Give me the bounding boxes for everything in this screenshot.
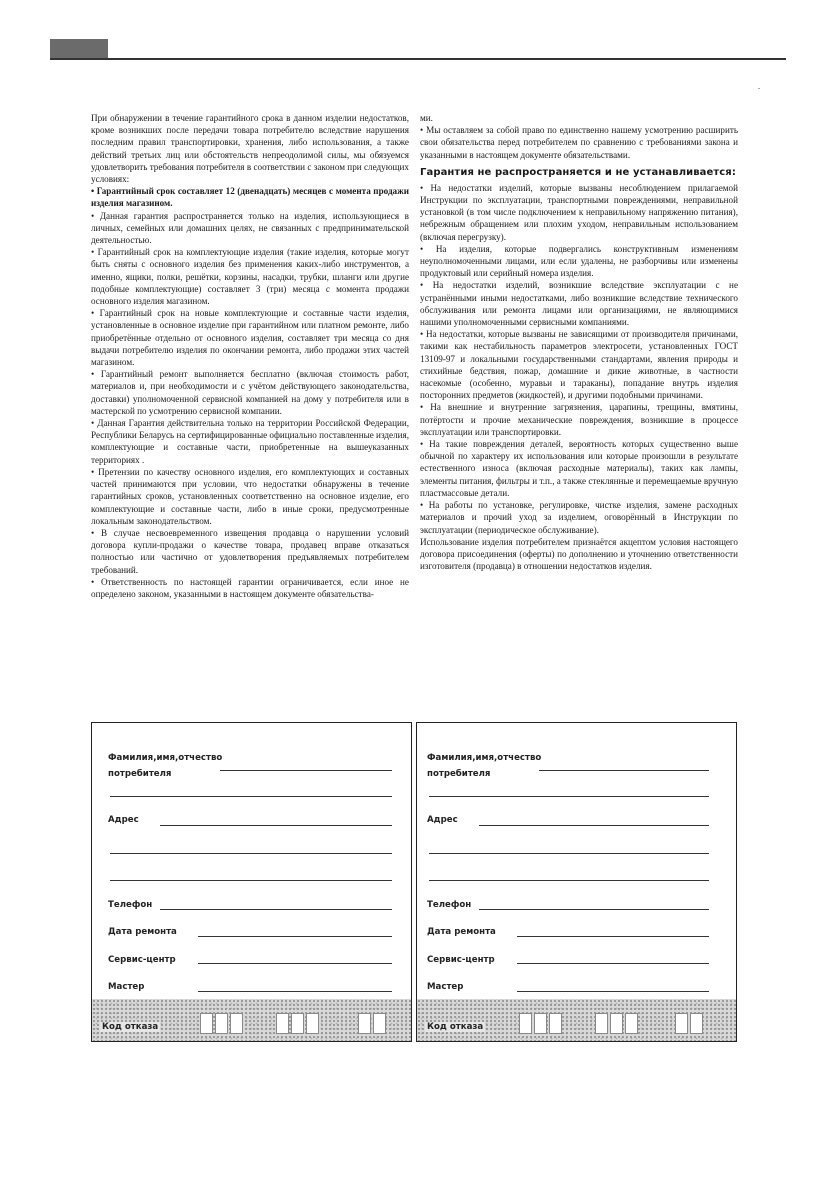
phone-line[interactable] [479,909,709,910]
master-line[interactable] [517,991,709,992]
master-label: Мастер [427,982,464,992]
failure-code-box[interactable] [200,1013,213,1034]
exclusion-item: • На недостатки, которые вызваны не зависящими от производителя причинами, такими как нестабильность параметров электросети, установленных ГОСТ 13109-97 и локальными государственными стандартами, явления природы и стихийные бедствия, пожар, домашние и дикие животные, в частности насекомые (особенно, муравьи и тараканы), попадание внутрь изделия посторонних предметов (жидкостей), и другими подобными причинами. [420,329,738,401]
failure-code-box[interactable] [549,1013,562,1034]
address-label: Адрес [108,815,139,825]
spare-parts-warranty-item: • Гарантийный срок на новые комплектующие и составные части изделия, установленные в основное изделие при гарантийном или платном ремонте, либо приобретённые отдельно от основного изделия, составляет три месяца со дня выдачи потребителю изделия по окончании ремонта, либо продажи этих частей магазином. [91,308,409,368]
phone-label: Телефон [427,900,472,910]
customer-name-line[interactable] [220,770,392,771]
repair-date-label: Дата ремонта [427,927,496,937]
exclusion-item: • На внешние и внутренние загрязнения, царапины, трещины, вмятины, потёртости и прочие механические повреждения, возникшие в процессе эксплуатации или транспортировки. [420,402,738,437]
customer-name-label: Фамилия,имя,отчество [427,753,542,763]
failure-code-box[interactable] [215,1013,228,1034]
accessories-warranty-item: • Гарантийный срок на комплектующие изделия (такие изделия, которые могут быть сняты с основного изделия без применения каких-либо инструментов, а именно, ящики, полки, решётки, корзины, насадки, трубки, шланги или другие подобные комплектующие) составляет 3 (три) месяца с момента продажи основного изделия магазином. [91,247,409,307]
intro-paragraph: При обнаружении в течение гарантийного срока в данном изделии недостатков, кроме возникших после передачи товара потребителю вследствие нарушения последним правил транспортировки, хранения, либо использования, а также действий третьих лиц или обстоятельств непреодолимой силы, мы обязуемся удовлетворить требования потребителя в соответствии с законом при следующих условиях: [91,113,409,185]
customer-name-label: Фамилия,имя,отчество [108,753,223,763]
warranty-scope-item: • Данная гарантия распространяется только на изделия, использующиеся в личных, семейных или домашних целях, не связанных с предпринимательской деятельностью. [91,210,409,246]
warranty-period-item: • Гарантийный срок составляет 12 (двенадцать) месяцев с момента продажи изделия магазином. [91,186,409,209]
warranty-terms-right-column [420,112,738,572]
failure-code-box[interactable] [519,1013,532,1034]
failure-code-box[interactable] [306,1013,319,1034]
failure-code-box[interactable] [595,1013,608,1034]
warranty-coupon-left [91,722,412,1042]
address-line-2[interactable] [429,853,709,854]
header-rule [50,58,786,60]
warranty-coupons [91,722,737,1042]
exclusion-item: • На работы по установке, регулировке, чистке изделия, замене расходных материалов и прочий уход за изделием, оговорённый в Инструкции по эксплуатации (периодическое обслуживание). [420,500,738,535]
acceptance-paragraph: Использование изделия потребителем признаётся акцептом условия настоящего договора присоединения (оферты) по дополнению и уточнению ответственности изготовителя (продавца) в отношении недостатков изделия. [420,536,738,572]
address-line-1[interactable] [479,825,709,826]
service-center-label: Сервис-центр [427,955,495,965]
failure-code-box[interactable] [610,1013,623,1034]
address-line-3[interactable] [429,880,709,881]
address-line-1[interactable] [160,825,392,826]
failure-code-box[interactable] [291,1013,304,1034]
failure-code-box[interactable] [230,1013,243,1034]
warranty-terms-left-column [91,112,409,600]
service-center-line[interactable] [198,963,392,964]
customer-name-line-2[interactable] [429,796,709,797]
extension-right-item: • Мы оставляем за собой право по единственно нашему усмотрению расширить свои обязательства перед потребителем по сравнению с требованиями закона и указанными в настоящем документе обязательствами. [420,125,738,160]
customer-label: потребителя [427,769,491,779]
phone-label: Телефон [108,900,153,910]
customer-name-line-2[interactable] [110,796,392,797]
failure-code-box[interactable] [373,1013,386,1034]
phone-line[interactable] [160,909,392,910]
page-mark: . [758,82,760,91]
repair-date-line[interactable] [517,936,709,937]
claims-item: • Претензии по качеству основного изделия, его комплектующих и составных частей принимаются при условии, что недостатки обнаружены в течение гарантийных сроков, установленных соответственно на основное изделие, его комплектующие и составные части, либо в иные сроки, предусмотренные локальным законодательством. [91,466,409,526]
continuation-text: ми. [420,113,433,123]
failure-code-band [417,999,736,1041]
failure-code-box[interactable] [690,1013,703,1034]
service-center-line[interactable] [517,963,709,964]
exclusion-item: • На изделия, которые подвергались конструктивным изменениям неуполномоченными лицами, или если удалены, не разборчивы или изменены продуктовый или серийный номера изделия. [420,243,738,279]
failure-code-box[interactable] [625,1013,638,1034]
failure-code-box[interactable] [534,1013,547,1034]
warranty-coupon-right [416,722,737,1042]
exclusions-heading: Гарантия не распространяется и не устанавливается: [420,166,736,178]
failure-code-box[interactable] [358,1013,371,1034]
failure-code-box[interactable] [675,1013,688,1034]
exclusion-item: • На недостатки изделий, возникшие вследствие эксплуатации с не устранёнными иными недостатками, либо возникшие вследствие технического обслуживания или ремонта лицами или организациями, не являющимися нашими уполномоченными сервисными компаниями. [420,280,738,328]
master-label: Мастер [108,982,145,992]
repair-date-line[interactable] [198,936,392,937]
failure-code-label: Код отказа [427,1022,484,1032]
repair-date-label: Дата ремонта [108,927,177,937]
free-repair-item: • Гарантийный ремонт выполняется бесплатно (включая стоимость работ, материалов и, при необходимости и с учётом действующего законодательства, доставки) уполномоченной сервисной компанией на дому у потребителя или в мастерской по усмотрению сервисной компании. [91,369,409,416]
liability-item: • Ответственность по настоящей гарантии ограничивается, если иное не определено законом, указанными в настоящем документе обязательства- [91,576,409,599]
address-label: Адрес [427,815,458,825]
failure-code-band [92,999,411,1041]
failure-code-box[interactable] [276,1013,289,1034]
address-line-3[interactable] [110,880,392,881]
header-tab [50,39,108,59]
failure-code-label: Код отказа [102,1022,159,1032]
customer-label: потребителя [108,769,172,779]
customer-name-line[interactable] [539,770,709,771]
address-line-2[interactable] [110,853,392,854]
late-notice-item: • В случае несвоевременного извещения продавца о нарушении условий договора купли-продажи о качестве товара, продавец вправе отказаться полностью или частично от удовлетворения предъявляемых потребителем требований. [91,527,409,575]
exclusion-item: • На недостатки изделий, которые вызваны несоблюдением прилагаемой Инструкции по эксплуатации, транспортными повреждениями, неправильной установкой (в том числе подключением к неправильному напряжению питания), небрежным обращением или плохим уходом, неправильным использованием (включая перегрузку). [420,182,738,242]
service-center-label: Сервис-центр [108,955,176,965]
master-line[interactable] [198,991,392,992]
territory-item: • Данная Гарантия действительна только на территории Российской Федерации, Республики Беларусь на сертифицированные официально поставленные изделия, комплектующие и составные части, приобретенные на вышеуказанных территориях . [91,418,409,465]
exclusion-item: • На такие повреждения деталей, вероятность которых существенно выше обычной по характеру их использования или которые произошли в результате естественного износа (включая расходные материалы), таких как лампы, элементы питания, фильтры и т.п., а также стеклянные и перемещаемые вручную пластмассовые детали. [420,439,738,498]
